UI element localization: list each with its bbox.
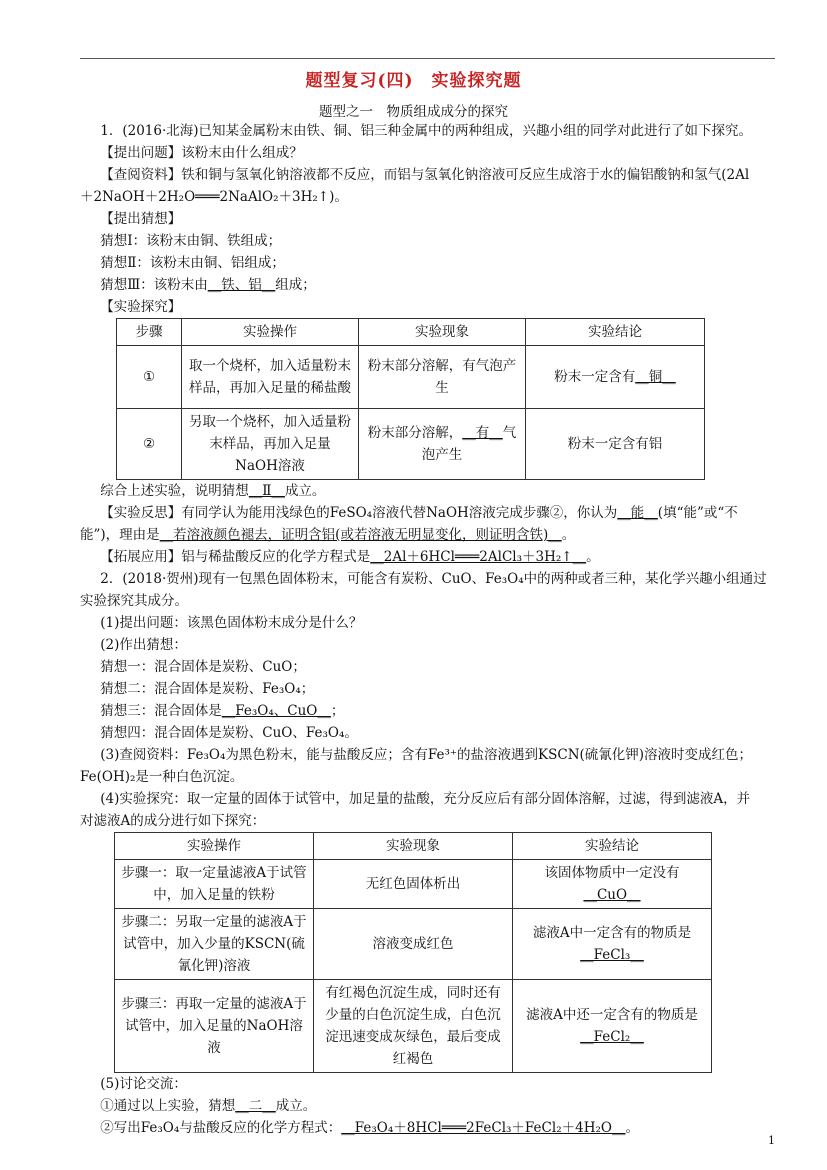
cell-conclusion: 该固体物质中一定没有 __CuO__	[513, 860, 712, 909]
cell-op: 步骤三：再取一定量的滤液A于试管中，加入足量的NaOH溶液	[115, 980, 314, 1073]
cell-step: ①	[117, 346, 182, 409]
q2-g3: 猜想三：混合固体是__Fe₃O₄、CuO__；	[100, 703, 345, 719]
table-row	[117, 346, 705, 409]
q1-application: 【拓展应用】铝与稀盐酸反应的化学方程式是__2Al＋6HCl═══2AlCl₃＋3H₂↑__。	[100, 549, 600, 565]
table-header-row	[115, 833, 712, 860]
cell-op: 另取一个烧杯，加入适量粉末样品，再加入足量NaOH溶液	[182, 409, 359, 480]
q2-s4: (4)实验探究：取一定量的固体于试管中，加足量的盐酸，充分反应后有部分固体溶解，过滤，得到滤液A，并	[100, 791, 751, 807]
cell-conclusion: 粉末一定含有__铜__	[526, 346, 705, 409]
answer-blank: __FeCl₂__	[580, 1029, 644, 1045]
cell-op: 步骤一：取一定量滤液A于试管中，加入足量的铁粉	[115, 860, 314, 909]
cell-phenomenon: 有红褐色沉淀生成，同时还有少量的白色沉淀生成，白色沉淀迅速变成灰绿色，最后变成红褐色	[314, 980, 513, 1073]
answer-blank: __二__	[235, 1098, 276, 1114]
th-phenomenon: 实验现象	[314, 833, 513, 860]
th-op: 实验操作	[115, 833, 314, 860]
table-row	[115, 909, 712, 980]
table-row	[115, 980, 712, 1073]
table-row	[115, 860, 712, 909]
q1-ask: 【提出问题】该粉末由什么组成？	[100, 145, 303, 161]
page-title: 题型复习(四) 实验探究题	[305, 71, 522, 91]
q2-s2: (2)作出猜想：	[100, 637, 187, 653]
q2-stem-cont: 实验探究其成分。	[80, 593, 188, 609]
answer-blank: __铁、铝__	[207, 277, 276, 293]
q1-reflection: 【实验反思】有同学认为能用浅绿色的FeSO₄溶液代替NaOH溶液完成步骤②，你认为__能__(填“能”或“不能”)，理由是__若溶液颜色褪去，证明含铝(或若溶液无明显变化，则证明含铁)__。	[80, 505, 738, 543]
th-op: 实验操作	[182, 319, 359, 346]
th-phenomenon: 实验现象	[359, 319, 526, 346]
q1-ref: 【查阅资料】铁和铜与氢氧化钠溶液都不反应，而铝与氢氧化钠溶液可反应生成溶于水的偏铝酸钠和氢气(2Al	[100, 167, 750, 183]
answer-blank: __CuO__	[583, 887, 641, 903]
page-number: 1	[768, 1134, 775, 1147]
table-row	[117, 409, 705, 480]
q2-s4-cont: 对滤液A的成分进行如下探究：	[80, 813, 266, 829]
cell-phenomenon: 粉末部分溶解，有气泡产生	[359, 346, 526, 409]
q1-hyp3: 猜想Ⅲ：该粉末由__铁、铝__组成；	[100, 277, 316, 293]
q2-stem: 2．(2018·贺州)现有一包黑色固体粉末，可能含有炭粉、CuO、Fe₃O₄中的两种或者三种，某化学兴趣小组通过	[100, 571, 767, 587]
q1-exp-label: 【实验探究】	[100, 299, 182, 315]
q1-table	[116, 318, 705, 480]
q2-s3-cont: Fe(OH)₂是一种白色沉淀。	[80, 769, 244, 785]
q1-hyp2: 猜想Ⅱ：该粉末由铜、铝组成；	[100, 255, 285, 271]
cell-conclusion: 粉末一定含有铝	[526, 409, 705, 480]
answer-blank: __2Al＋6HCl═══2AlCl₃＋3H₂↑__	[370, 549, 587, 565]
table-header-row	[117, 319, 705, 346]
answer-blank: __Fe₃O₄＋8HCl═══2FeCl₃＋FeCl₂＋4H₂O__	[341, 1120, 626, 1136]
cell-op: 取一个烧杯，加入适量粉末样品，再加入足量的稀盐酸	[182, 346, 359, 409]
cell-step: ②	[117, 409, 182, 480]
document-body	[80, 120, 775, 1139]
q2-s1: (1)提出问题：该黑色固体粉末成分是什么？	[100, 615, 363, 631]
q1-summary: 综合上述实验，说明猜想__Ⅱ__成立。	[100, 483, 326, 499]
q2-g4: 猜想四：混合固体是炭粉、CuO、Fe₃O₄。	[100, 725, 358, 741]
header-rule	[80, 58, 775, 59]
answer-blank: __Fe₃O₄、CuO__	[221, 703, 331, 719]
q2-s5: (5)讨论交流：	[100, 1076, 187, 1092]
section-subtitle: 题型之一 物质组成成分的探究	[319, 104, 508, 120]
q1-ref-cont: ＋2NaOH＋2H₂O═══2NaAlO₂＋3H₂↑)。	[80, 189, 348, 205]
th-step: 步骤	[117, 319, 182, 346]
q2-d2: ②写出Fe₃O₄与盐酸反应的化学方程式：__Fe₃O₄＋8HCl═══2FeCl₃＋FeCl₂＋4H₂O__。	[100, 1120, 639, 1136]
cell-conclusion: 滤液A中一定含有的物质是 __FeCl₃__	[513, 909, 712, 980]
cell-phenomenon: 无红色固体析出	[314, 860, 513, 909]
answer-blank: __有__	[462, 425, 503, 441]
th-conclusion: 实验结论	[513, 833, 712, 860]
cell-phenomenon: 粉末部分溶解，__有__气泡产生	[359, 409, 526, 480]
cell-op: 步骤二：另取一定量的滤液A于试管中，加入少量的KSCN(硫氰化钾)溶液	[115, 909, 314, 980]
answer-blank: __能__	[617, 505, 658, 521]
th-conclusion: 实验结论	[526, 319, 705, 346]
answer-blank: __若溶液颜色褪去，证明含铝(或若溶液无明显变化，则证明含铁)__	[159, 527, 562, 543]
answer-blank: __铜__	[635, 369, 676, 385]
q2-g1: 猜想一：混合固体是炭粉、CuO；	[100, 659, 306, 675]
answer-blank: __FeCl₃__	[580, 947, 644, 963]
q2-s3: (3)查阅资料：Fe₃O₄为黑色粉末，能与盐酸反应；含有Fe³⁺的盐溶液遇到KSCN(硫氰化钾)溶液时变成红色；	[100, 747, 753, 763]
q2-d1: ①通过以上实验，猜想__二__成立。	[100, 1098, 317, 1114]
q1-hyp1: 猜想Ⅰ：该粉末由铜、铁组成；	[100, 233, 282, 249]
answer-blank: __Ⅱ__	[248, 483, 285, 499]
q1-hyp-label: 【提出猜想】	[100, 211, 182, 227]
cell-conclusion: 滤液A中还一定含有的物质是 __FeCl₂__	[513, 980, 712, 1073]
q2-g2: 猜想二：混合固体是炭粉、Fe₃O₄；	[100, 681, 315, 697]
q2-table	[114, 832, 712, 1073]
q1-stem: 1．(2016·北海)已知某金属粉末由铁、铜、铝三种金属中的两种组成，兴趣小组的同学对此进行了如下探究。	[100, 123, 753, 139]
cell-phenomenon: 溶液变成红色	[314, 909, 513, 980]
